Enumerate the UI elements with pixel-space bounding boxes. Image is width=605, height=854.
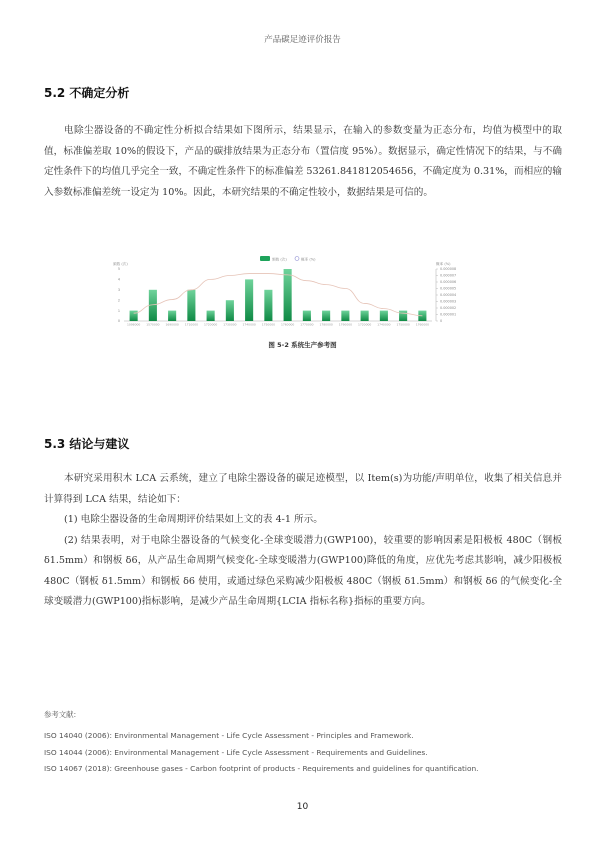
legend-line-label[interactable]: 概率 (%): [301, 257, 316, 262]
x-tick-label: 1760000: [280, 322, 295, 327]
y2-tick-label: 0.000005: [440, 286, 457, 291]
chart-svg: [110, 253, 482, 333]
conclusion-item-1: (1) 电除尘器设备的生命周期评价结果如上文的表 4-1 所示。: [64, 514, 323, 525]
y-tick-label: 4: [117, 277, 120, 282]
references: [44, 709, 479, 778]
y-tick-label: 2: [117, 298, 120, 303]
frequency-bar: [245, 279, 253, 321]
frequency-bar: [264, 290, 272, 321]
y-tick-label: 1: [117, 308, 120, 313]
x-tick-label: 1790000: [338, 322, 353, 327]
y2-tick-label: 0.000003: [440, 299, 457, 304]
x-tick-label: 1740000: [242, 322, 256, 327]
y2-tick-label: 0.000004: [440, 293, 457, 298]
frequency-bar: [341, 311, 349, 321]
frequency-bar: [284, 269, 292, 321]
frequency-bar: [168, 311, 176, 321]
frequency-chart: [110, 253, 482, 333]
legend-bar-swatch: [260, 256, 270, 261]
frequency-bar: [303, 311, 311, 321]
reference-item: ISO 14040 (2006): Environmental Management - Life Cycle Assessment - Principles and Framework.: [44, 731, 414, 740]
x-tick-label: 1690000: [165, 322, 179, 327]
frequency-bar: [361, 311, 369, 321]
x-tick-label: 1098000: [126, 322, 141, 327]
page-header: 产品碳足迹评价报告: [264, 35, 341, 45]
x-tick-label: 1730000: [223, 322, 237, 327]
section-heading-5-2: 5.2 不确定分析: [44, 86, 130, 100]
x-tick-label: 1740000: [377, 322, 391, 327]
uncertainty-paragraph: [44, 121, 562, 203]
frequency-bar: [226, 300, 234, 321]
y2-tick-label: 0.000007: [440, 273, 457, 278]
conclusion-paragraphs: [44, 469, 562, 613]
y-tick-label: 3: [117, 288, 120, 292]
x-tick-label: 1750000: [261, 322, 276, 327]
y-tick-label: 0: [117, 319, 120, 324]
reference-item: ISO 14044 (2006): Environmental Management - Life Cycle Assessment - Requirements and Guidelines.: [44, 747, 428, 757]
y2-tick-label: 0.000006: [440, 280, 457, 285]
frequency-bar: [187, 290, 195, 321]
y2-tick-label: 0: [440, 319, 443, 324]
section-heading-5-3: 5.3 结论与建议: [44, 437, 130, 451]
figure-caption: 图 5-2 系统生产参考图: [268, 341, 337, 349]
y-tick-label: 5: [117, 267, 120, 272]
conclusion-item-2: (2) 结果表明，对于电除尘器设备的气候变化-全球变暖潜力(GWP100)，较重要的影响因素是阳极板 480C（钢板 δ1.5mm）和钢板 δ6，从产品生命周期气候变化-全球变暖潜力(GWP100)降低的角度，应优先考虑其影响，减少阳极板 480C（钢板 δ1.5mm）和钢板 δ6 使用，或通过绿色采购减少阳极板 480C（钢板 δ1.5mm）和钢板 δ6 的气候变化-全球变暖潜力(GWP100)指标影响，是减少产品生命周期{LCIA 指标名称}指标的重要方向。: [44, 534, 562, 607]
frequency-bar: [130, 311, 138, 321]
x-tick-label: 1570000: [146, 322, 160, 327]
legend-line-swatch: [295, 257, 299, 261]
conclusion-intro: 本研究采用积木 LCA 云系统，建立了电除尘器设备的碳足迹模型，以 Item(s)为功能/声明单位，收集了相关信息并计算得到 LCA 结果，结论如下：: [44, 473, 562, 505]
y2-axis-title: 概率 (%): [436, 262, 451, 266]
probability-line: [134, 274, 423, 316]
x-tick-label: 1720000: [203, 322, 218, 327]
x-tick-label: 1780000: [319, 322, 333, 327]
y2-tick-label: 0.000008: [440, 267, 457, 272]
y2-tick-label: 0.000001: [440, 312, 457, 317]
frequency-bar: [207, 311, 215, 321]
frequency-bar: [322, 311, 330, 321]
chart-legend: [260, 256, 316, 262]
x-tick-label: 1760000: [415, 322, 430, 327]
frequency-bar: [380, 311, 388, 321]
page-number: 10: [296, 802, 309, 812]
y-axis-title: 频数 (次): [113, 262, 128, 266]
x-tick-label: 1710000: [184, 322, 199, 327]
x-tick-label: 1720000: [357, 322, 372, 327]
uncertainty-text: 电除尘器设备的不确定性分析拟合结果如下图所示，结果显示，在输入的参数变量为正态分布，均值为模型中的取值，标准偏差取 10%的假设下，产品的碳排放结果为正态分布（置信度 95%）。数据显示，确定性情况下的结果，与不确定性条件下的均值几乎完全一致，不确定性条件下的标准偏差 53261.841812054656，不确定度为 0.31%，而相应的输入参数标准偏差统一设定为 10%。因此，本研究结果的不确定性较小，数据结果是可信的。: [44, 125, 562, 198]
reference-item: ISO 14067 (2018): Greenhouse gases - Carbon footprint of products - Requirements and guidelines for quantification.: [44, 764, 479, 773]
legend-bar-label[interactable]: 频数 (次): [272, 257, 287, 262]
x-tick-label: 1770000: [300, 322, 314, 327]
frequency-bar: [399, 311, 407, 321]
references-title: 参考文献:: [44, 710, 77, 719]
x-tick-label: 1750000: [396, 322, 410, 327]
y2-tick-label: 0.000002: [440, 306, 457, 311]
